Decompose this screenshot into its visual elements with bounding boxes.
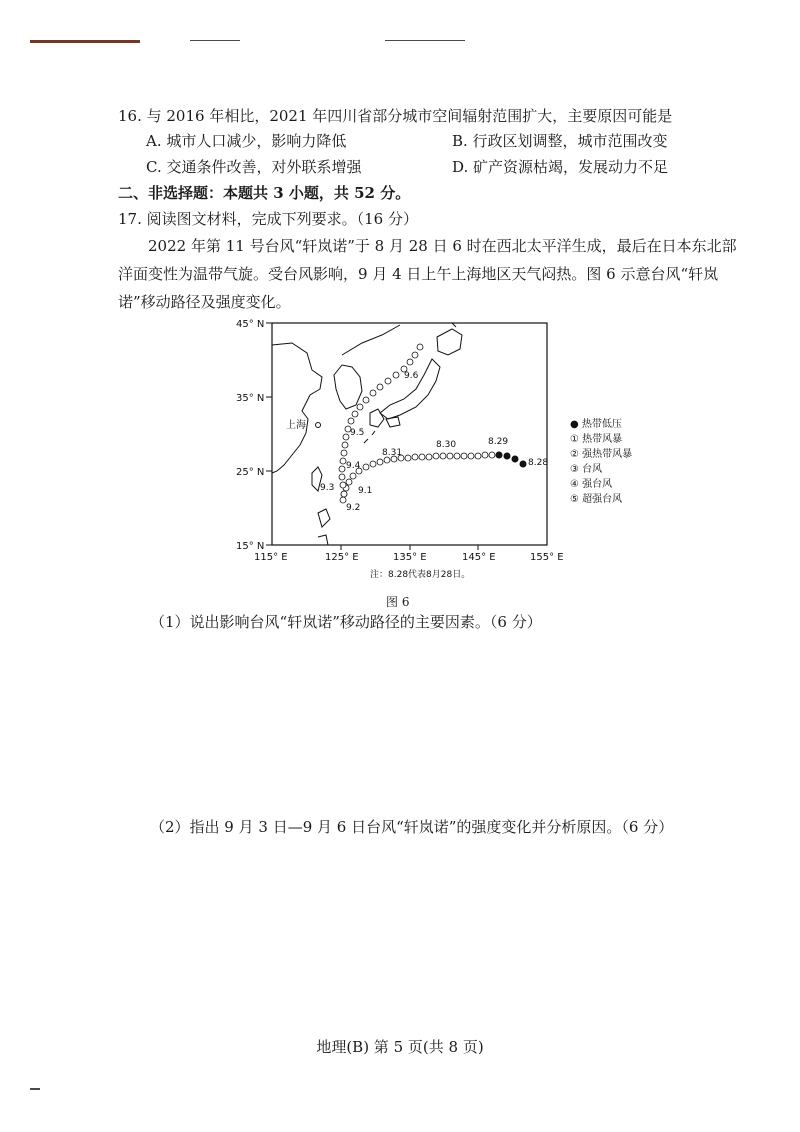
section-heading: 二、非选择题：本题共 3 小题，共 52 分。 — [118, 184, 411, 202]
lat-label-25: 25° N — [236, 467, 265, 478]
map-svg — [222, 315, 662, 595]
q17-stem: 17. 阅读图文材料，完成下列要求。（16 分） — [118, 210, 418, 228]
scan-edge-line — [190, 40, 240, 41]
date-label-8-31: 8.31 — [382, 448, 403, 458]
city-label-shanghai: 上海 — [286, 420, 306, 431]
lon-label-115: 115° E — [254, 552, 288, 563]
lat-label-45: 45° N — [236, 319, 265, 330]
q16-option-c: C. 交通条件改善，对外联系增强 — [146, 158, 362, 176]
legend-severe-tropical-storm: ② 强热带风暴 — [570, 449, 633, 460]
figure-caption: 图 6 — [386, 595, 410, 609]
q17-passage — [118, 232, 748, 316]
typhoon-track-map — [222, 315, 662, 595]
page-footer: 地理(B) 第 5 页(共 8 页) — [316, 1038, 484, 1056]
q17-passage-text: 2022 年第 11 号台风“轩岚诺”于 8 月 28 日 6 时在西北太平洋生成，最后在日本东北部洋面变性为温带气旋。受台风影响，9 月 4 日上午上海地区天气闷热。图 6 示意台风“轩岚诺”移动路径及强度变化。 — [118, 237, 737, 311]
date-label-8-30: 8.30 — [436, 440, 457, 450]
date-label-9-6: 9.6 — [404, 371, 419, 381]
date-label-9-3: 9.3 — [320, 483, 335, 493]
shanghai-marker — [316, 423, 321, 428]
lat-label-35: 35° N — [236, 393, 265, 404]
map-note: 注：8.28代表8月28日。 — [370, 570, 471, 580]
date-label-9-2: 9.2 — [346, 503, 361, 513]
legend-tropical-depression: ● 热带低压 — [570, 419, 622, 430]
q16-option-d: D. 矿产资源枯竭，发展动力不足 — [452, 158, 669, 176]
date-label-8-28: 8.28 — [528, 458, 549, 468]
scan-edge-line — [30, 40, 140, 43]
q16-option-b: B. 行政区划调整，城市范围改变 — [452, 132, 668, 150]
scan-edge-line — [385, 40, 465, 41]
lon-label-155: 155° E — [530, 552, 564, 563]
legend-severe-typhoon: ④ 强台风 — [570, 479, 613, 490]
legend-typhoon: ③ 台风 — [570, 464, 603, 475]
date-label-9-1: 9.1 — [358, 486, 373, 496]
date-label-9-5: 9.5 — [350, 428, 365, 438]
lon-label-125: 125° E — [325, 552, 359, 563]
legend-tropical-storm: ① 热带风暴 — [570, 434, 623, 445]
lon-label-145: 145° E — [462, 552, 496, 563]
scan-edge-line — [30, 1088, 40, 1090]
date-label-9-4: 9.4 — [346, 461, 361, 471]
lon-label-135: 135° E — [393, 552, 427, 563]
q17-sub2: （2）指出 9 月 3 日—9 月 6 日台风“轩岚诺”的强度变化并分析原因。（6 分） — [150, 818, 674, 836]
legend-super-typhoon: ⑤ 超强台风 — [570, 494, 623, 505]
date-label-8-29: 8.29 — [488, 437, 509, 447]
q16-stem: 16. 与 2016 年相比，2021 年四川省部分城市空间辐射范围扩大，主要原因可能是 — [118, 107, 673, 125]
lat-label-15: 15° N — [236, 541, 265, 552]
q16-option-a: A. 城市人口减少，影响力降低 — [146, 132, 347, 150]
q17-sub1: （1）说出影响台风“轩岚诺”移动路径的主要因素。（6 分） — [150, 613, 542, 631]
